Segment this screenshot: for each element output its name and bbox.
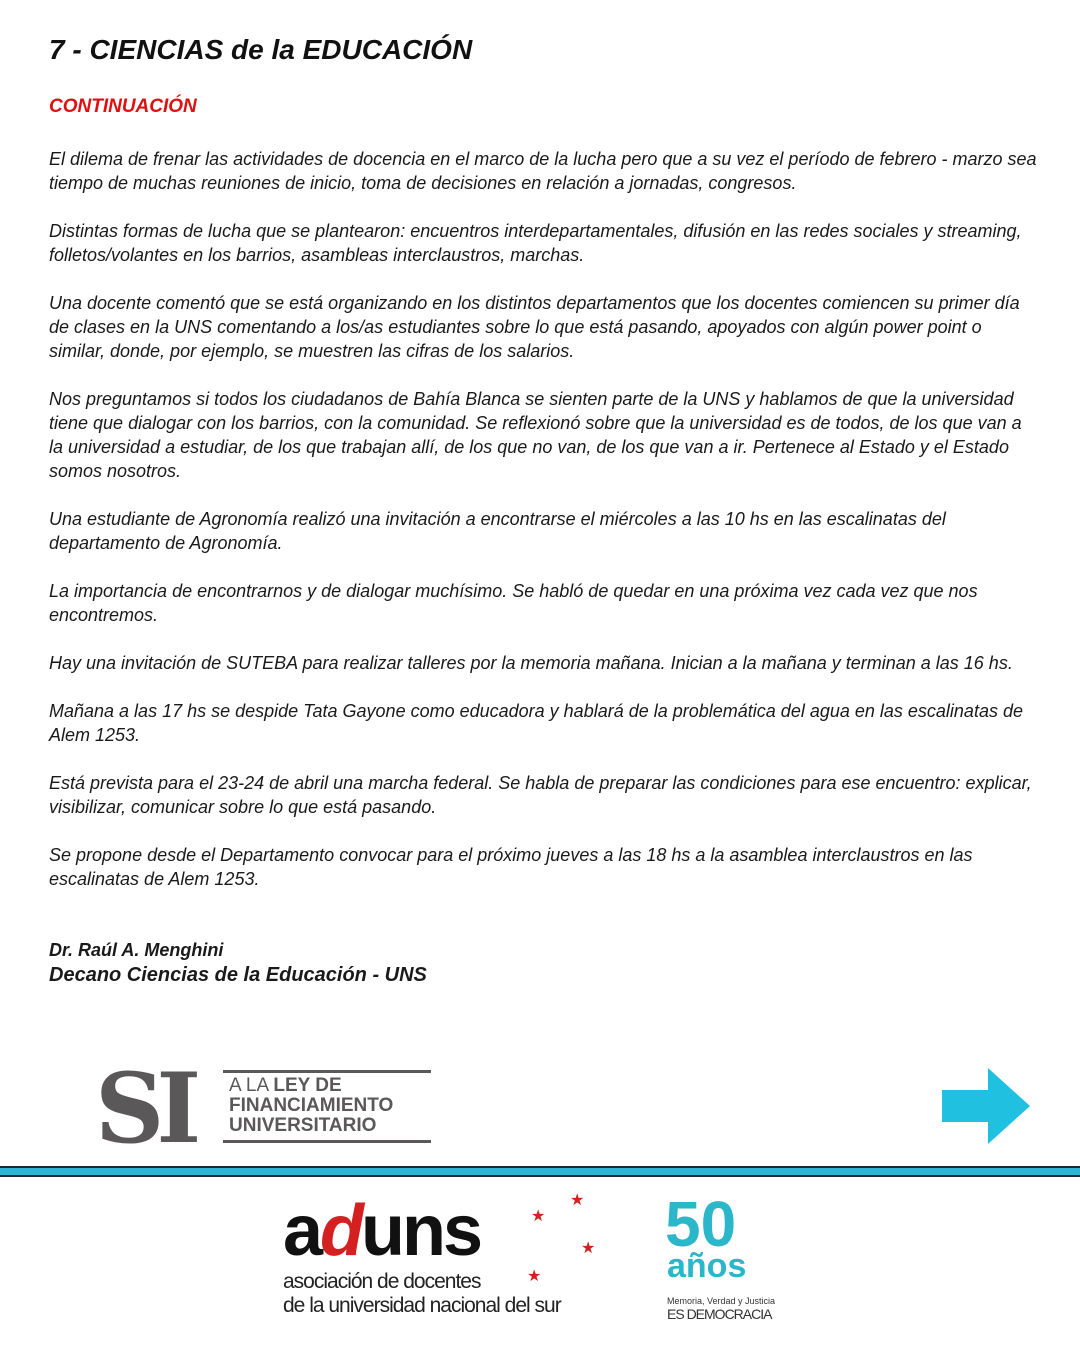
star-icon: ★ (570, 1192, 585, 1209)
fifty-number: 50 (665, 1188, 737, 1260)
si-logo-text (229, 1076, 393, 1136)
si-line2: FINANCIAMIENTO (229, 1095, 394, 1116)
divider-stripe (0, 1166, 1080, 1177)
paragraph: Mañana a las 17 hs se despide Tata Gayone como educadora y hablará de la problemática del agua en las escalinatas de Alem 1253. (49, 701, 1023, 745)
next-arrow-icon[interactable] (942, 1068, 1032, 1144)
aduns-line2: de la universidad nacional del sur (283, 1294, 561, 1317)
fifty-tagline: Memoria, Verdad y Justicia (667, 1296, 776, 1306)
si-line1-bold: LEY DE (273, 1075, 342, 1096)
paragraph: Una estudiante de Agronomía realizó una invitación a encontrarse el miércoles a las 10 hs en las escalinatas del departamento de Agronomía. (49, 509, 946, 553)
fifty-years-democracy-logo (665, 1188, 785, 1325)
si-ley-financiamiento-logo (95, 1052, 435, 1165)
star-icon: ★ (527, 1268, 542, 1285)
section-subtitle: CONTINUACIÓN (49, 96, 197, 117)
star-icon: ★ (531, 1208, 546, 1225)
paragraph: Se propone desde el Departamento convocar para el próximo jueves a las 18 hs a la asamblea interclaustros en las escalinatas de Alem 1253. (49, 845, 973, 889)
aduns-wordmark (283, 1190, 480, 1272)
page-title: 7 - CIENCIAS de la EDUCACIÓN (49, 34, 473, 65)
aduns-d: d (320, 1191, 362, 1271)
body-text (49, 147, 1039, 915)
paragraph: La importancia de encontrarnos y de dialogar muchísimo. Se habló de quedar en una próxima vez cada vez que nos encontremos. (49, 581, 978, 625)
fifty-motto: ES DEMOCRACIA (667, 1306, 772, 1322)
paragraph: Hay una invitación de SUTEBA para realizar talleres por la memoria mañana. Inician a la mañana y terminan a las 16 hs. (49, 653, 1013, 673)
aduns-logo (283, 1190, 613, 1320)
paragraph: Nos preguntamos si todos los ciudadanos de Bahía Blanca se sienten parte de la UNS y hablamos de que la universidad tiene que dialogar con los barrios, con la comunidad. Se reflexionó sobre que la universidad es de todos, de los que van a la universidad a estudiar, de los que trabajan allí, de los que no van, de los que van a ir. Pertenece al Estado y el Estado somos nosotros. (49, 389, 1022, 481)
si-line3: UNIVERSITARIO (229, 1115, 377, 1136)
paragraph: Distintas formas de lucha que se plantearon: encuentros interdepartamentales, difusión en las redes sociales y streaming, folletos/volantes en los barrios, asambleas interclaustros, marchas. (49, 221, 1022, 265)
aduns-rest: uns (361, 1191, 481, 1271)
paragraph: Está prevista para el 23-24 de abril una marcha federal. Se habla de preparar las condiciones para ese encuentro: explicar, visibilizar, comunicar sobre lo que está pasando. (49, 773, 1032, 817)
signature-name: Dr. Raúl A. Menghini (49, 940, 224, 960)
paragraph: El dilema de frenar las actividades de docencia en el marco de la lucha pero que a su vez el período de febrero - marzo sea tiempo de muchas reuniones de inicio, toma de decisiones en relación a jornadas, congresos. (49, 149, 1037, 193)
divider (223, 1140, 431, 1143)
paragraph: Una docente comentó que se está organizando en los distintos departamentos que los docentes comiencen su primer día de clases en la UNS comentando a los/as estudiantes sobre lo que está pasando, apoyados con algún power point o similar, donde, por ejemplo, se muestren las cifras de los salarios. (49, 293, 1020, 361)
si-logo-mark: SI (95, 1052, 194, 1165)
signature-role: Decano Ciencias de la Educación - UNS (49, 964, 427, 986)
star-icon: ★ (581, 1240, 596, 1257)
aduns-a: a (283, 1191, 321, 1271)
aduns-line1: asociación de docentes (283, 1270, 481, 1293)
divider (223, 1070, 431, 1073)
si-line1-thin: A LA (229, 1075, 274, 1096)
fifty-anos: años (667, 1247, 747, 1285)
